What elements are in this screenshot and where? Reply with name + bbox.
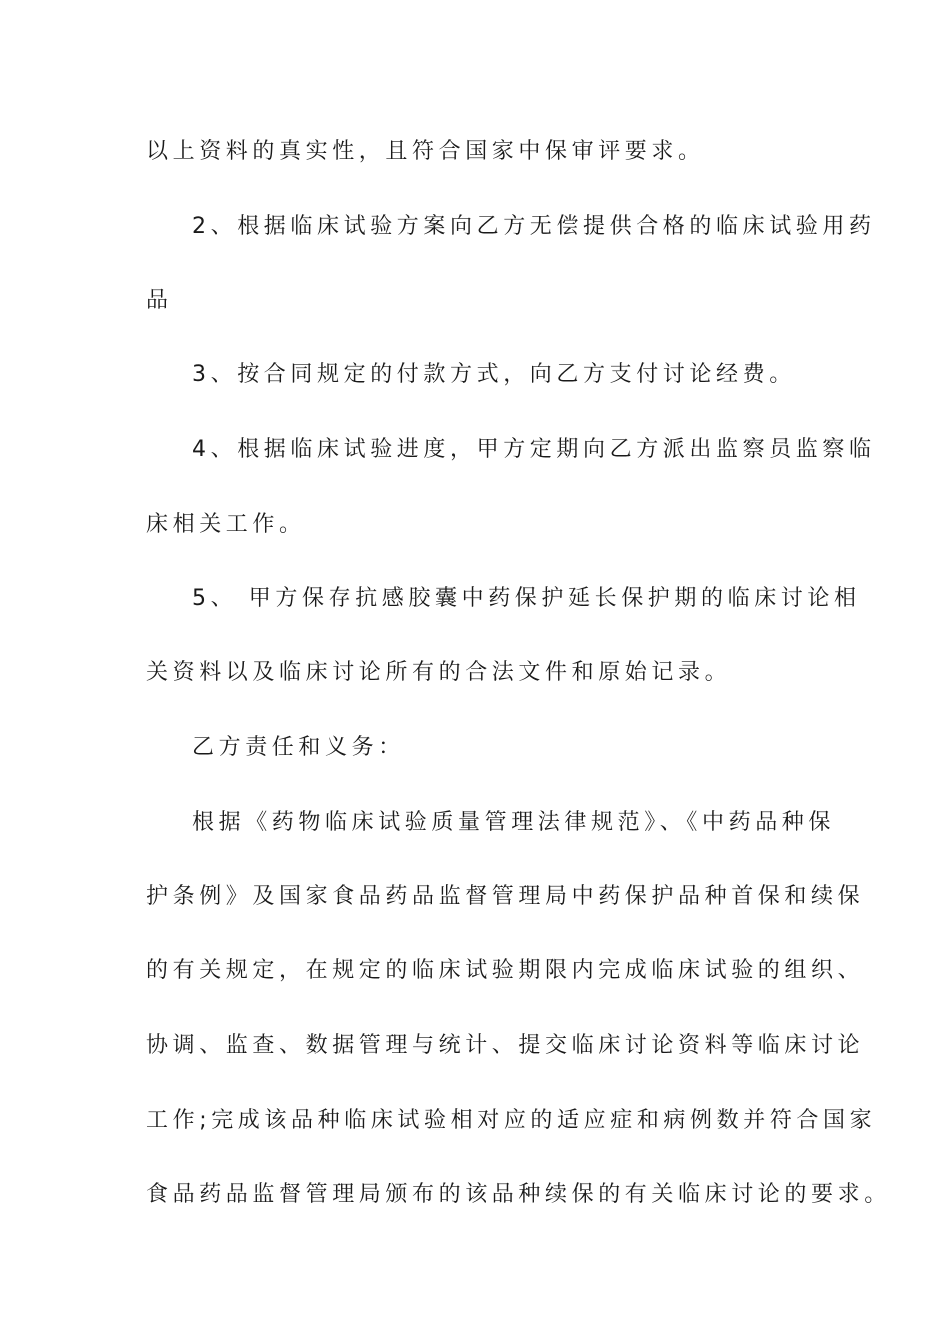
text-line: 2、根据临床试验方案向乙方无偿提供合格的临床试验用药	[192, 214, 876, 239]
text-line: 品	[146, 288, 173, 313]
text-line: 协调、监查、数据管理与统计、提交临床讨论资料等临床讨论	[146, 1033, 865, 1058]
text-line: 的有关规定，在规定的临床试验期限内完成临床试验的组织、	[146, 958, 865, 983]
text-line: 4、根据临床试验进度，甲方定期向乙方派出监察员监察临	[192, 437, 876, 462]
text-line: 关资料以及临床讨论所有的合法文件和原始记录。	[146, 660, 732, 685]
text-line: 3、按合同规定的付款方式，向乙方支付讨论经费。	[192, 362, 796, 387]
text-line: 以上资料的真实性，且符合国家中保审评要求。	[146, 139, 705, 164]
text-line: 工作;完成该品种临床试验相对应的适应症和病例数并符合国家	[146, 1108, 877, 1133]
text-line: 食品药品监督管理局颁布的该品种续保的有关临床讨论的要求。	[146, 1182, 891, 1207]
text-line: 根据《药物临床试验质量管理法律规范》、《中药品种保	[192, 810, 836, 835]
text-line: 床相关工作。	[146, 512, 306, 537]
text-line: 5、 甲方保存抗感胶囊中药保护延长保护期的临床讨论相	[192, 586, 861, 611]
text-line: 护条例》及国家食品药品监督管理局中药保护品种首保和续保	[146, 884, 865, 909]
section-heading: 乙方责任和义务：	[192, 735, 405, 760]
